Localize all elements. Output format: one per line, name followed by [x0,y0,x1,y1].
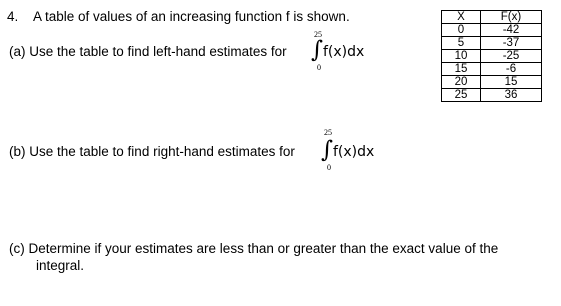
part-b-text: (b) Use the table to find right-hand estimates for [9,144,295,159]
table-header-fx: F(x) [481,11,542,24]
part-b-integral-icon: ∫ [321,137,333,163]
table-cell-x: 20 [442,76,481,89]
table-header-row [442,11,542,24]
part-b-lower-limit: 0 [327,163,331,172]
part-a-upper-limit: 25 [314,30,322,39]
table-row [442,63,542,76]
table-cell-fx: -25 [481,50,542,63]
part-b-integrand: f(x)dx [333,144,375,160]
part-a-integrand: f(x)dx [323,44,365,60]
table-cell-x: 5 [442,37,481,50]
part-a-integral-icon: ∫ [311,37,323,63]
part-c-line-1: (c) Determine if your estimates are less than or greater than the exact value of the [9,241,499,256]
table-cell-fx: -6 [481,63,542,76]
part-a-text: (a) Use the table to find left-hand estimates for [9,44,287,59]
table-cell-x: 15 [442,63,481,76]
table-header-x: X [442,11,481,24]
table-cell-x: 10 [442,50,481,63]
table-row [442,89,542,102]
values-table [441,10,542,102]
table-cell-x: 25 [442,89,481,102]
part-c-line-2: integral. [36,258,85,273]
table-row [442,24,542,37]
table-row [442,50,542,63]
table-cell-fx: -42 [481,24,542,37]
table-cell-x: 0 [442,24,481,37]
table-row [442,37,542,50]
question-intro: A table of values of an increasing function f is shown. [33,9,350,24]
table-cell-fx: 15 [481,76,542,89]
part-a-lower-limit: 0 [317,63,321,72]
table-cell-fx: -37 [481,37,542,50]
table-cell-fx: 36 [481,89,542,102]
table-row [442,76,542,89]
part-b-upper-limit: 25 [324,128,332,137]
question-number: 4. [7,9,19,24]
